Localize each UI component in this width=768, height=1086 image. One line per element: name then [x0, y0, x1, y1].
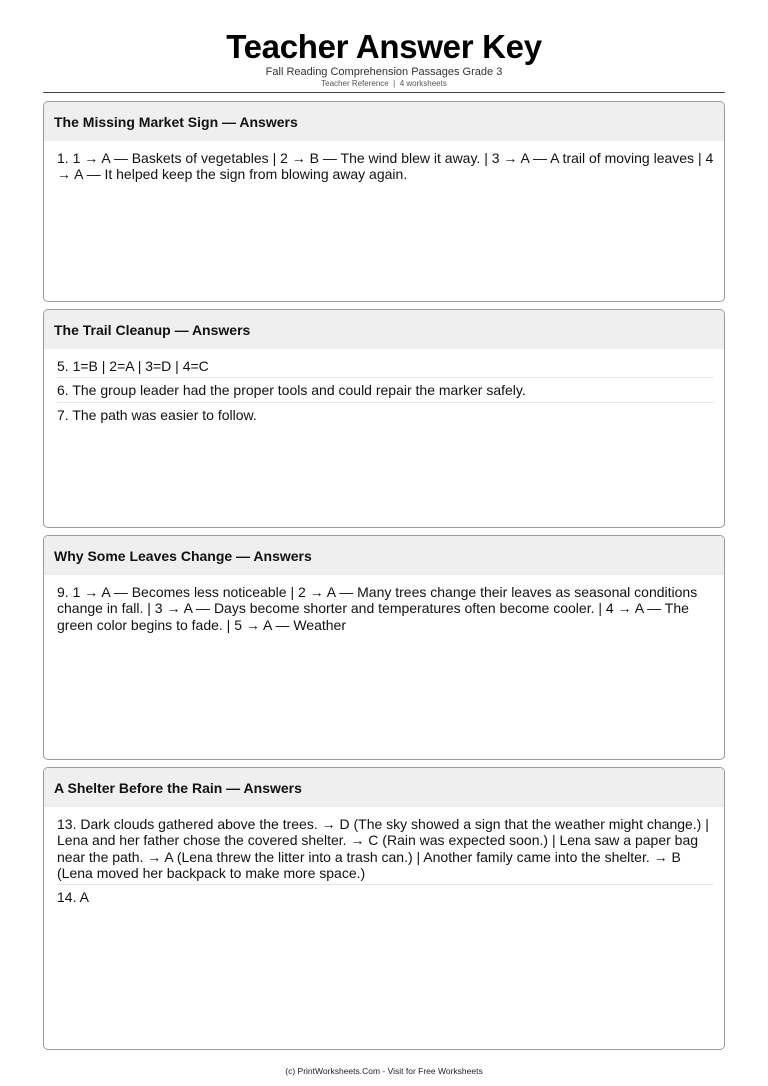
- header-divider: [43, 92, 725, 93]
- answer-card-leaves-change: [43, 535, 725, 760]
- answer-item: 9. 1 → A — Becomes less noticeable | 2 → A — Many trees change their leaves as seasonal conditions change in fall. | 3 → A — Days become shorter and temperatures often become cooler. | 4 → A — The green color begins to fade. | 5 → A — Weather: [57, 584, 698, 633]
- answer-item: 7. The path was easier to follow.: [57, 406, 257, 423]
- card-heading: A Shelter Before the Rain — Answers: [44, 768, 724, 807]
- answer-item: 13. Dark clouds gathered above the trees. → D (The sky showed a sign that the weather might change.) | Lena and her father chose the covered shelter. → C (Rain was expected soon.) | Lena saw a paper bag near the path. → A (Lena threw the litter into a trash can.) | Another family came into the shelter. → B (Lena moved her backpack to make more space.): [57, 815, 714, 885]
- page-title: Teacher Answer Key: [226, 28, 542, 65]
- card-heading: The Trail Cleanup — Answers: [44, 310, 724, 349]
- card-body: [44, 807, 724, 908]
- page-footer: (c) PrintWorksheets.Com - Visit for Free Worksheets: [285, 1066, 483, 1076]
- page-meta: Teacher Reference | 4 worksheets: [321, 79, 447, 88]
- answer-item: 14. A: [57, 889, 89, 906]
- answer-item: 5. 1=B | 2=A | 3=D | 4=C: [57, 357, 714, 378]
- page-header: [0, 28, 768, 89]
- answer-card-missing-market-sign: [43, 101, 725, 302]
- card-heading: Why Some Leaves Change — Answers: [44, 536, 724, 575]
- answer-item: 6. The group leader had the proper tools and could repair the marker safely.: [57, 381, 714, 402]
- card-body: [44, 575, 724, 636]
- answer-card-shelter-before-rain: [43, 767, 725, 1050]
- answer-item: 1. 1 → A — Baskets of vegetables | 2 → B — The wind blew it away. | 3 → A — A trail of moving leaves | 4 → A — It helped keep the sign from blowing away again.: [57, 150, 714, 183]
- answer-card-trail-cleanup: [43, 309, 725, 528]
- card-body: [44, 141, 724, 186]
- card-body: [44, 349, 724, 426]
- card-heading: The Missing Market Sign — Answers: [44, 102, 724, 141]
- page-subtitle: Fall Reading Comprehension Passages Grade 3: [265, 66, 503, 78]
